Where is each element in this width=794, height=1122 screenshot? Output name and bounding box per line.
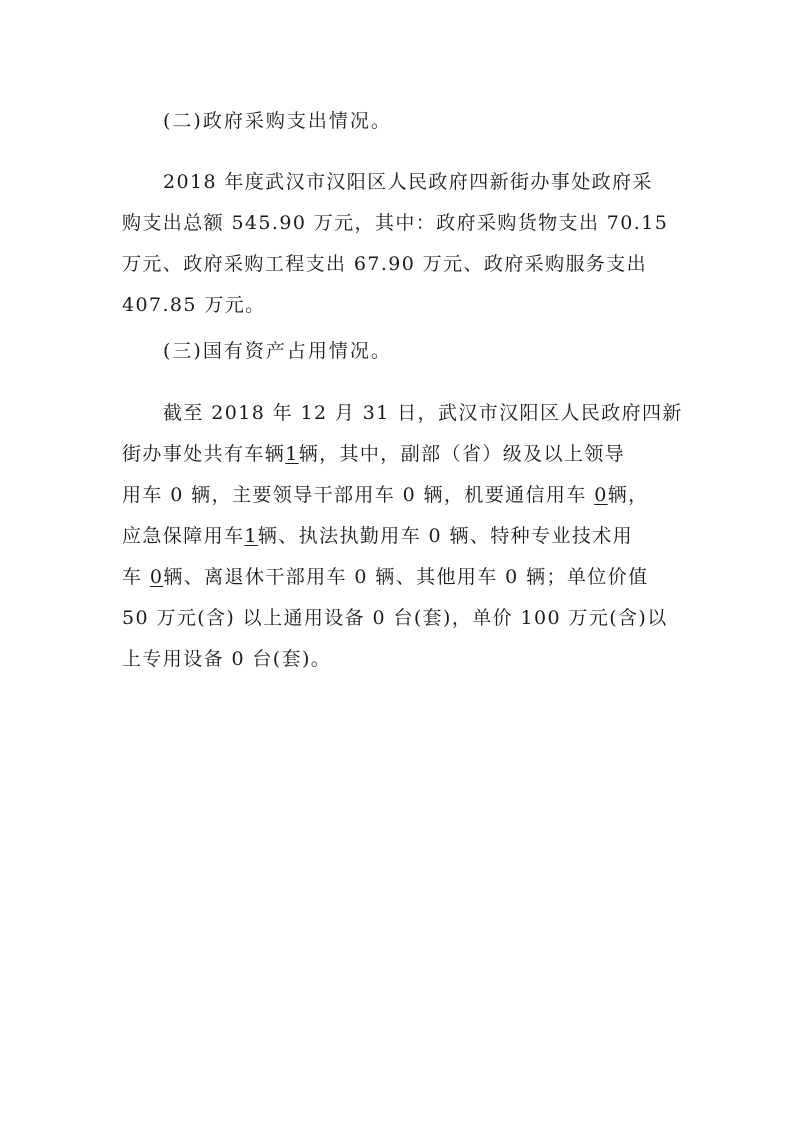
text-segment: 应急保障用车 xyxy=(122,525,245,547)
paragraph-line: 50 万元(含) 以上通用设备 0 台(套)，单价 100 万元(含)以 xyxy=(122,607,668,629)
text-segment: 辆，其中，副部（省）级及以上领导 xyxy=(298,443,626,465)
text-segment: 车 xyxy=(122,566,150,588)
paragraph-line: 407.85 万元。 xyxy=(122,294,266,316)
text-segment: 辆， xyxy=(607,484,649,506)
paragraph-line: 上专用设备 0 台(套)。 xyxy=(122,648,332,670)
vehicle-count-underlined: 1 xyxy=(285,443,299,465)
paragraph-line: 2018 年度武汉市汉阳区人民政府四新街办事处政府采 xyxy=(163,171,653,193)
paragraph-assets xyxy=(122,393,682,680)
text-segment: 街办事处共有车辆 xyxy=(122,443,286,465)
paragraph-line: 万元、政府采购工程支出 67.90 万元、政府采购服务支出 xyxy=(122,253,648,275)
vehicle-count-underlined: 0 xyxy=(594,484,608,506)
vehicle-count-underlined: 0 xyxy=(149,566,164,588)
paragraph-line xyxy=(122,475,682,516)
vehicle-count-underlined: 1 xyxy=(244,525,258,547)
text-segment: 辆、执法执勤用车 0 辆、特种专业技术用 xyxy=(257,525,634,547)
paragraph-line: 截至 2018 年 12 月 31 日，武汉市汉阳区人民政府四新 xyxy=(163,402,683,424)
paragraph-line xyxy=(122,434,682,475)
paragraph-line xyxy=(122,557,682,598)
section-heading-procurement: (二)政府采购支出情况。 xyxy=(163,110,392,132)
paragraph-procurement xyxy=(122,162,682,326)
paragraph-line xyxy=(122,516,682,557)
text-segment: 辆、离退休干部用车 0 辆、其他用车 0 辆；单位价值 xyxy=(163,566,649,588)
text-segment: 用车 0 辆，主要领导干部用车 0 辆，机要通信用车 xyxy=(122,484,595,506)
section-heading-assets: (三)国有资产占用情况。 xyxy=(163,340,392,362)
paragraph-line: 购支出总额 545.90 万元，其中：政府采购货物支出 70.15 xyxy=(122,212,669,234)
